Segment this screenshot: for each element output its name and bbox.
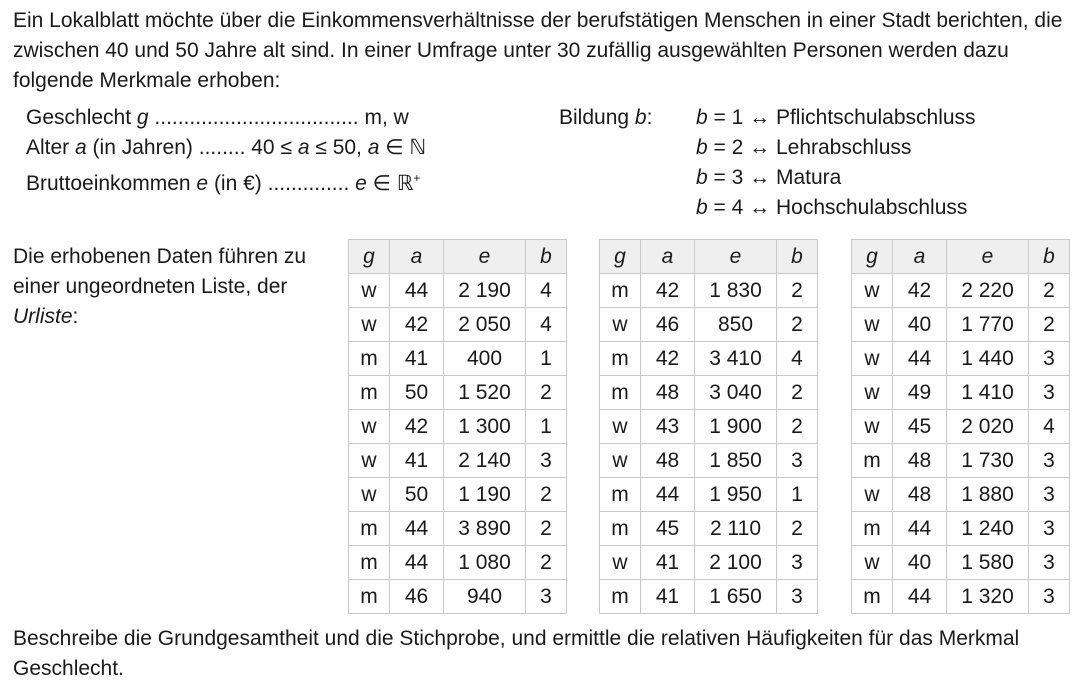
cell-geschlecht: w [349, 308, 390, 342]
cell-geschlecht: m [852, 580, 893, 614]
cell-alter: 44 [390, 546, 444, 580]
cell-bildung: 3 [1029, 580, 1070, 614]
cell-geschlecht: m [600, 342, 641, 376]
cell-bildung: 2 [526, 478, 567, 512]
cell-einkommen: 940 [444, 580, 526, 614]
cell-bildung: 2 [526, 512, 567, 546]
cell-einkommen: 1 580 [947, 546, 1029, 580]
table-row [349, 580, 567, 614]
cell-geschlecht: m [600, 274, 641, 308]
data-table-3 [851, 239, 1070, 614]
table-row [349, 410, 567, 444]
table-row [349, 308, 567, 342]
leader-dots: ................................... [148, 106, 359, 129]
cell-alter: 46 [641, 308, 695, 342]
cell-geschlecht: w [600, 444, 641, 478]
cell-geschlecht: m [852, 444, 893, 478]
cell-alter: 44 [641, 478, 695, 512]
cell-einkommen: 3 890 [444, 512, 526, 546]
feature-alter [26, 133, 426, 163]
cell-bildung: 2 [1029, 308, 1070, 342]
cell-bildung: 4 [526, 274, 567, 308]
table-row [852, 512, 1070, 546]
cell-alter: 43 [641, 410, 695, 444]
cell-einkommen: 2 190 [444, 274, 526, 308]
bildung-item [696, 193, 976, 223]
cell-alter: 44 [893, 512, 947, 546]
table-row [600, 410, 818, 444]
cell-geschlecht: w [852, 410, 893, 444]
cell-einkommen: 1 080 [444, 546, 526, 580]
column-header-e: e [947, 240, 1029, 274]
feature-label: Bruttoeinkommen [26, 172, 197, 195]
cell-geschlecht: w [852, 478, 893, 512]
table-row [852, 274, 1070, 308]
cell-geschlecht: w [349, 410, 390, 444]
cell-einkommen: 1 730 [947, 444, 1029, 478]
feature-geschlecht [26, 103, 426, 133]
cell-bildung: 2 [777, 512, 818, 546]
table-row [600, 444, 818, 478]
cell-einkommen: 1 880 [947, 478, 1029, 512]
header-row [349, 240, 567, 274]
bildung-items [696, 103, 976, 223]
cell-alter: 41 [390, 342, 444, 376]
variable-symbol: b [696, 136, 708, 159]
table-row [600, 274, 818, 308]
cell-einkommen: 1 830 [695, 274, 777, 308]
cell-alter: 42 [641, 274, 695, 308]
feature-text: (in Jahren) ........ 40 ≤ [86, 136, 298, 159]
cell-bildung: 3 [777, 444, 818, 478]
cell-bildung: 4 [1029, 410, 1070, 444]
cell-geschlecht: m [349, 512, 390, 546]
cell-geschlecht: m [349, 376, 390, 410]
cell-einkommen: 1 440 [947, 342, 1029, 376]
cell-geschlecht: m [852, 512, 893, 546]
cell-einkommen: 2 140 [444, 444, 526, 478]
table-row [852, 342, 1070, 376]
cell-bildung: 2 [526, 546, 567, 580]
cell-bildung: 3 [777, 580, 818, 614]
cell-alter: 44 [893, 580, 947, 614]
cell-alter: 41 [390, 444, 444, 478]
cell-alter: 50 [390, 478, 444, 512]
table-row [600, 478, 818, 512]
cell-einkommen: 1 320 [947, 580, 1029, 614]
cell-bildung: 2 [777, 410, 818, 444]
variable-symbol: b [696, 196, 708, 219]
cell-bildung: 2 [526, 376, 567, 410]
variable-symbol: a [297, 136, 310, 159]
variable-symbol: e [355, 172, 367, 195]
cell-alter: 48 [893, 444, 947, 478]
cell-einkommen: 1 520 [444, 376, 526, 410]
bildung-item [696, 163, 976, 193]
cell-einkommen: 3 410 [695, 342, 777, 376]
table-row [852, 546, 1070, 580]
cell-bildung: 3 [1029, 512, 1070, 546]
column-header-a: a [893, 240, 947, 274]
bildung-label [559, 103, 652, 133]
data-table-1 [348, 239, 567, 614]
cell-einkommen: 1 900 [695, 410, 777, 444]
cell-einkommen: 1 850 [695, 444, 777, 478]
cell-alter: 40 [893, 308, 947, 342]
cell-bildung: 3 [777, 546, 818, 580]
cell-geschlecht: m [600, 376, 641, 410]
feature-text: ≤ 50, [309, 136, 368, 159]
column-header-a: a [641, 240, 695, 274]
cell-einkommen: 1 300 [444, 410, 526, 444]
cell-bildung: 3 [526, 580, 567, 614]
label-text: Bildung [559, 106, 635, 129]
cell-alter: 48 [641, 376, 695, 410]
item-text: = 3 ↔ Matura [707, 166, 842, 189]
column-header-b: b [777, 240, 818, 274]
feature-list [26, 103, 426, 199]
table-row [349, 546, 567, 580]
cell-geschlecht: w [852, 308, 893, 342]
cell-bildung: 4 [777, 342, 818, 376]
cell-einkommen: 2 110 [695, 512, 777, 546]
cell-einkommen: 2 100 [695, 546, 777, 580]
cell-alter: 49 [893, 376, 947, 410]
cell-alter: 46 [390, 580, 444, 614]
item-text: = 4 ↔ Hochschulabschluss [707, 196, 968, 219]
table-row [852, 580, 1070, 614]
column-header-b: b [1029, 240, 1070, 274]
column-header-g: g [852, 240, 893, 274]
cell-geschlecht: w [600, 546, 641, 580]
cell-geschlecht: m [349, 580, 390, 614]
bildung-item [696, 103, 976, 133]
column-header-e: e [444, 240, 526, 274]
header-row [600, 240, 818, 274]
cell-einkommen: 2 020 [947, 410, 1029, 444]
cell-alter: 48 [641, 444, 695, 478]
table-row [600, 580, 818, 614]
cell-alter: 44 [893, 342, 947, 376]
table-row [600, 376, 818, 410]
table-row [349, 478, 567, 512]
item-text: = 1 ↔ Pflichtschulabschluss [707, 106, 976, 129]
feature-label: Geschlecht [26, 106, 137, 129]
feature-text: (in €) .............. [208, 172, 356, 195]
column-header-e: e [695, 240, 777, 274]
cell-einkommen: 400 [444, 342, 526, 376]
cell-alter: 44 [390, 512, 444, 546]
cell-bildung: 1 [526, 410, 567, 444]
cell-geschlecht: m [600, 478, 641, 512]
table-row [852, 444, 1070, 478]
variable-symbol: g [136, 106, 149, 129]
cell-alter: 45 [641, 512, 695, 546]
cell-einkommen: 1 650 [695, 580, 777, 614]
cell-einkommen: 2 220 [947, 274, 1029, 308]
variable-symbol: b [696, 166, 708, 189]
cell-alter: 42 [390, 308, 444, 342]
cell-bildung: 1 [526, 342, 567, 376]
cell-bildung: 2 [777, 308, 818, 342]
column-header-a: a [390, 240, 444, 274]
cell-einkommen: 1 950 [695, 478, 777, 512]
cell-alter: 42 [893, 274, 947, 308]
superscript: + [413, 171, 421, 185]
cell-alter: 41 [641, 580, 695, 614]
cell-alter: 50 [390, 376, 444, 410]
cell-geschlecht: w [349, 444, 390, 478]
bildung-item [696, 133, 976, 163]
cell-bildung: 2 [1029, 274, 1070, 308]
cell-bildung: 2 [777, 274, 818, 308]
cell-einkommen: 1 410 [947, 376, 1029, 410]
cell-bildung: 3 [1029, 342, 1070, 376]
table-row [600, 342, 818, 376]
cell-alter: 42 [641, 342, 695, 376]
cell-einkommen: 3 040 [695, 376, 777, 410]
cell-geschlecht: w [349, 478, 390, 512]
cell-geschlecht: w [852, 376, 893, 410]
variable-symbol: a [75, 136, 87, 159]
column-header-g: g [349, 240, 390, 274]
feature-einkommen [26, 163, 426, 199]
table-row [852, 410, 1070, 444]
cell-alter: 48 [893, 478, 947, 512]
cell-einkommen: 1 770 [947, 308, 1029, 342]
cell-einkommen: 1 190 [444, 478, 526, 512]
header-row [852, 240, 1070, 274]
table-row [600, 512, 818, 546]
urliste-description [13, 242, 333, 332]
intro-paragraph: Ein Lokalblatt möchte über die Einkommensverhältnisse der berufstätigen Menschen in einer Stadt berichten, die zwischen 40 und 50 Jahre alt sind. In einer Umfrage unter 30 zufällig ausgewählten Personen werden dazu folgende Merkmale erhoben: [13, 9, 1063, 92]
cell-geschlecht: m [349, 342, 390, 376]
cell-bildung: 3 [1029, 478, 1070, 512]
table-row [852, 478, 1070, 512]
table-row [349, 274, 567, 308]
cell-bildung: 3 [1029, 376, 1070, 410]
cell-einkommen: 1 240 [947, 512, 1029, 546]
variable-symbol: a [367, 136, 380, 159]
cell-geschlecht: w [852, 274, 893, 308]
data-table-2 [599, 239, 818, 614]
cell-geschlecht: w [852, 546, 893, 580]
variable-symbol: b [696, 106, 708, 129]
cell-geschlecht: m [600, 580, 641, 614]
cell-alter: 44 [390, 274, 444, 308]
cell-bildung: 2 [777, 376, 818, 410]
cell-geschlecht: m [600, 512, 641, 546]
cell-geschlecht: w [600, 308, 641, 342]
cell-geschlecht: w [852, 342, 893, 376]
text: Die erhobenen Daten führen zu einer ungeordneten Liste, der [13, 245, 307, 298]
cell-geschlecht: m [349, 546, 390, 580]
cell-geschlecht: w [600, 410, 641, 444]
feature-values: m, w [358, 106, 409, 129]
variable-symbol: e [196, 172, 209, 195]
table-row [349, 342, 567, 376]
column-header-b: b [526, 240, 567, 274]
task-text: Beschreibe die Grundgesamtheit und die Stichprobe, und ermittle die relativen Häufigkeiten für das Merkmal Geschlecht. [13, 627, 1020, 680]
cell-alter: 42 [390, 410, 444, 444]
feature-domain: ∈ ℕ [379, 136, 427, 159]
text: : [72, 305, 79, 328]
table-row [349, 376, 567, 410]
cell-alter: 45 [893, 410, 947, 444]
feature-label: Alter [26, 136, 76, 159]
colon: : [646, 106, 653, 129]
column-header-g: g [600, 240, 641, 274]
variable-symbol: b [634, 106, 647, 129]
cell-geschlecht: w [349, 274, 390, 308]
feature-domain: ∈ ℝ [366, 172, 414, 195]
emphasis: Urliste [13, 305, 73, 328]
cell-alter: 41 [641, 546, 695, 580]
cell-einkommen: 2 050 [444, 308, 526, 342]
table-row [600, 546, 818, 580]
table-row [852, 308, 1070, 342]
cell-bildung: 3 [526, 444, 567, 478]
cell-bildung: 4 [526, 308, 567, 342]
cell-einkommen: 850 [695, 308, 777, 342]
table-row [600, 308, 818, 342]
table-row [852, 376, 1070, 410]
cell-bildung: 1 [777, 478, 818, 512]
cell-bildung: 3 [1029, 444, 1070, 478]
table-row [349, 512, 567, 546]
cell-alter: 40 [893, 546, 947, 580]
cell-bildung: 3 [1029, 546, 1070, 580]
item-text: = 2 ↔ Lehrabschluss [707, 136, 912, 159]
table-row [349, 444, 567, 478]
